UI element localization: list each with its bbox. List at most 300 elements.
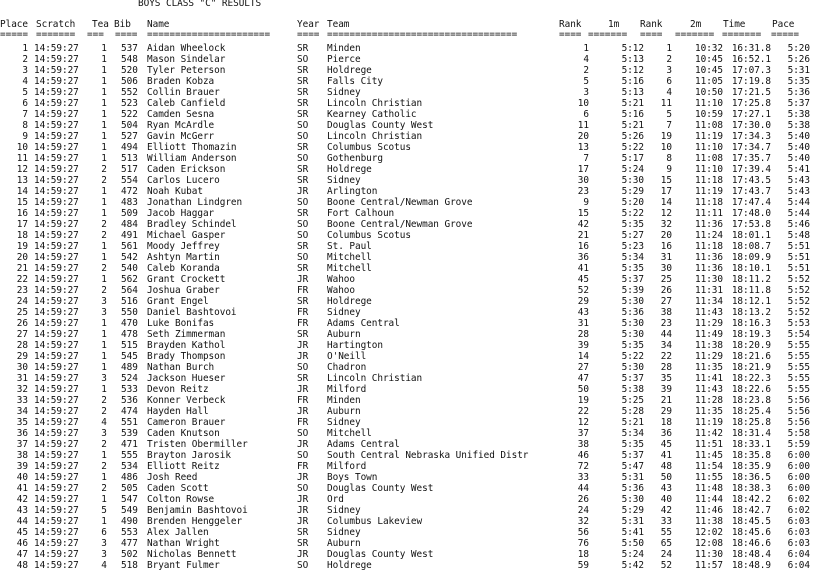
cell-runner-name: Caden Erickson <box>147 164 226 175</box>
cell-finish-time: 18:08.7 <box>731 241 771 252</box>
cell-split-2m: 11:18 <box>695 241 723 252</box>
cell-split-2m: 11:29 <box>695 318 723 329</box>
cell-team: Lincoln Christian <box>327 131 423 142</box>
cell-team: Wahoo <box>327 285 355 296</box>
cell-year: FR <box>297 395 309 406</box>
cell-year: SO <box>297 54 309 65</box>
cell-rank-1m: 39 <box>577 340 589 351</box>
cell-bib: 527 <box>121 131 138 142</box>
cell-team-position: 2 <box>101 175 107 186</box>
cell-year: SR <box>297 87 309 98</box>
cell-bib: 471 <box>121 439 138 450</box>
cell-team: Boys Town <box>327 472 378 483</box>
cell-rank-1m: 29 <box>577 296 589 307</box>
rule-pace: ===== <box>771 29 799 40</box>
cell-runner-name: Elliott Thomazin <box>147 142 237 153</box>
cell-rank-1m: 28 <box>577 329 589 340</box>
cell-team-position: 1 <box>101 241 107 252</box>
table-row <box>0 263 829 274</box>
cell-rank-2m: 6 <box>666 76 672 87</box>
cell-pace: 6:02 <box>787 494 810 505</box>
cell-rank-2m: 1 <box>666 43 672 54</box>
cell-split-2m: 11:46 <box>695 505 723 516</box>
cell-place: 48 <box>16 560 28 571</box>
cell-runner-name: William Anderson <box>147 153 237 164</box>
cell-team-position: 1 <box>101 384 107 395</box>
cell-bib: 533 <box>121 384 138 395</box>
cell-runner-name: Caleb Canfield <box>147 98 226 109</box>
cell-team: South Central Nebraska Unified Distr <box>327 450 529 461</box>
cell-team-position: 2 <box>101 230 107 241</box>
cell-rank-1m: 3 <box>583 87 589 98</box>
cell-rank-2m: 27 <box>660 296 672 307</box>
cell-finish-time: 18:25.4 <box>731 406 771 417</box>
cell-scratch-time: 14:59:27 <box>34 461 79 472</box>
cell-team-position: 1 <box>101 109 107 120</box>
cell-year: JR <box>297 494 309 505</box>
cell-pace: 6:00 <box>787 472 810 483</box>
cell-bib: 470 <box>121 318 138 329</box>
header-tea: Tea <box>92 19 109 30</box>
cell-place: 14 <box>16 186 28 197</box>
cell-place: 28 <box>16 340 28 351</box>
cell-pace: 5:51 <box>787 263 810 274</box>
cell-split-1m: 5:35 <box>621 219 644 230</box>
cell-rank-2m: 5 <box>666 109 672 120</box>
cell-team-position: 1 <box>101 472 107 483</box>
cell-rank-2m: 31 <box>660 252 672 263</box>
cell-place: 5 <box>22 87 28 98</box>
header-rank-2m: Rank <box>640 19 663 30</box>
cell-pace: 5:40 <box>787 131 810 142</box>
cell-place: 46 <box>16 538 28 549</box>
cell-rank-2m: 32 <box>660 219 672 230</box>
cell-rank-2m: 35 <box>660 373 672 384</box>
cell-pace: 6:00 <box>787 450 810 461</box>
cell-finish-time: 18:21.9 <box>731 362 771 373</box>
cell-year: JR <box>297 274 309 285</box>
cell-bib: 484 <box>121 219 138 230</box>
cell-rank-1m: 11 <box>577 120 589 131</box>
cell-finish-time: 18:11.2 <box>731 274 771 285</box>
table-row <box>0 560 829 571</box>
cell-rank-1m: 23 <box>577 186 589 197</box>
cell-runner-name: Mason Sindelar <box>147 54 226 65</box>
cell-year: SR <box>297 373 309 384</box>
cell-pace: 5:55 <box>787 362 810 373</box>
cell-year: FR <box>297 285 309 296</box>
cell-split-1m: 5:21 <box>621 120 644 131</box>
cell-runner-name: Bryant Fulmer <box>147 560 220 571</box>
cell-rank-2m: 50 <box>660 472 672 483</box>
cell-scratch-time: 14:59:27 <box>34 219 79 230</box>
cell-rank-1m: 50 <box>577 384 589 395</box>
cell-team: Sidney <box>327 87 361 98</box>
cell-place: 31 <box>16 373 28 384</box>
cell-team: Douglas County West <box>327 120 434 131</box>
cell-runner-name: Nathan Wright <box>147 538 220 549</box>
table-row <box>0 252 829 263</box>
cell-year: SR <box>297 98 309 109</box>
cell-scratch-time: 14:59:27 <box>34 307 79 318</box>
cell-scratch-time: 14:59:27 <box>34 549 79 560</box>
cell-place: 42 <box>16 494 28 505</box>
cell-scratch-time: 14:59:27 <box>34 109 79 120</box>
cell-finish-time: 18:12.1 <box>731 296 771 307</box>
rule-rank-1m: ==== <box>559 29 582 40</box>
table-row <box>0 384 829 395</box>
cell-rank-1m: 9 <box>583 197 589 208</box>
cell-place: 7 <box>22 109 28 120</box>
cell-finish-time: 18:19.3 <box>731 329 771 340</box>
cell-place: 17 <box>16 219 28 230</box>
cell-rank-2m: 7 <box>666 120 672 131</box>
header-time: Time <box>723 19 746 30</box>
cell-split-1m: 5:37 <box>621 373 644 384</box>
cell-runner-name: Jonathan Lindgren <box>147 197 243 208</box>
cell-year: JR <box>297 186 309 197</box>
cell-pace: 5:40 <box>787 153 810 164</box>
cell-year: FR <box>297 318 309 329</box>
cell-split-2m: 11:18 <box>695 197 723 208</box>
cell-scratch-time: 14:59:27 <box>34 362 79 373</box>
cell-place: 43 <box>16 505 28 516</box>
cell-runner-name: Jacob Haggar <box>147 208 215 219</box>
cell-split-1m: 5:24 <box>621 549 644 560</box>
cell-pace: 5:56 <box>787 417 810 428</box>
rule-rank-2m: ==== <box>640 29 663 40</box>
cell-year: SR <box>297 164 309 175</box>
rule-2m: ======= <box>675 29 715 40</box>
cell-pace: 5:51 <box>787 241 810 252</box>
cell-team-position: 6 <box>101 527 107 538</box>
cell-team: Columbus Lakeview <box>327 516 423 527</box>
cell-rank-1m: 6 <box>583 109 589 120</box>
cell-split-1m: 5:35 <box>621 340 644 351</box>
rule-tea: === <box>87 29 104 40</box>
cell-pace: 5:38 <box>787 109 810 120</box>
table-row <box>0 87 829 98</box>
cell-year: SO <box>297 252 309 263</box>
cell-finish-time: 18:33.1 <box>731 439 771 450</box>
cell-pace: 5:56 <box>787 395 810 406</box>
cell-scratch-time: 14:59:27 <box>34 87 79 98</box>
cell-split-1m: 5:12 <box>621 65 644 76</box>
cell-runner-name: Ashtyn Martin <box>147 252 220 263</box>
cell-year: SR <box>297 65 309 76</box>
cell-team-position: 1 <box>101 65 107 76</box>
cell-split-2m: 11:35 <box>695 362 723 373</box>
cell-split-1m: 5:35 <box>621 263 644 274</box>
cell-place: 45 <box>16 527 28 538</box>
cell-scratch-time: 14:59:27 <box>34 54 79 65</box>
cell-team: Gothenburg <box>327 153 383 164</box>
cell-pace: 5:48 <box>787 230 810 241</box>
cell-team: Adams Central <box>327 439 400 450</box>
cell-place: 22 <box>16 274 28 285</box>
cell-split-2m: 11:08 <box>695 153 723 164</box>
cell-finish-time: 18:31.4 <box>731 428 771 439</box>
cell-bib: 555 <box>121 450 138 461</box>
cell-split-1m: 5:27 <box>621 230 644 241</box>
cell-pace: 5:52 <box>787 307 810 318</box>
cell-rank-2m: 12 <box>660 208 672 219</box>
cell-scratch-time: 14:59:27 <box>34 120 79 131</box>
cell-place: 35 <box>16 417 28 428</box>
cell-rank-1m: 12 <box>577 417 589 428</box>
cell-split-2m: 11:51 <box>695 439 723 450</box>
cell-finish-time: 18:45.6 <box>731 527 771 538</box>
cell-team-position: 1 <box>101 153 107 164</box>
cell-finish-time: 18:13.2 <box>731 307 771 318</box>
cell-scratch-time: 14:59:27 <box>34 296 79 307</box>
cell-rank-2m: 36 <box>660 428 672 439</box>
header-pace: Pace <box>772 19 795 30</box>
cell-scratch-time: 14:59:27 <box>34 65 79 76</box>
cell-rank-1m: 72 <box>577 461 589 472</box>
cell-place: 32 <box>16 384 28 395</box>
cell-team: Auburn <box>327 329 361 340</box>
cell-split-2m: 11:18 <box>695 175 723 186</box>
cell-team-position: 2 <box>101 164 107 175</box>
cell-split-1m: 5:36 <box>621 483 644 494</box>
cell-bib: 518 <box>121 560 138 571</box>
cell-split-1m: 5:41 <box>621 527 644 538</box>
cell-rank-1m: 46 <box>577 450 589 461</box>
cell-rank-1m: 16 <box>577 241 589 252</box>
cell-rank-2m: 3 <box>666 65 672 76</box>
cell-team-position: 1 <box>101 362 107 373</box>
cell-split-1m: 5:30 <box>621 296 644 307</box>
cell-team-position: 1 <box>101 131 107 142</box>
header-scratch: Scratch <box>36 19 76 30</box>
cell-rank-2m: 33 <box>660 516 672 527</box>
cell-runner-name: Elliott Reitz <box>147 461 220 472</box>
cell-runner-name: Brayden Kathol <box>147 340 226 351</box>
cell-year: SR <box>297 527 309 538</box>
cell-split-2m: 11:42 <box>695 428 723 439</box>
cell-pace: 5:41 <box>787 164 810 175</box>
cell-split-2m: 11:29 <box>695 351 723 362</box>
cell-scratch-time: 14:59:27 <box>34 483 79 494</box>
cell-year: FR <box>297 417 309 428</box>
cell-place: 18 <box>16 230 28 241</box>
cell-team-position: 1 <box>101 318 107 329</box>
cell-place: 30 <box>16 362 28 373</box>
cell-bib: 545 <box>121 351 138 362</box>
rule-year: ==== <box>297 29 320 40</box>
table-row <box>0 175 829 186</box>
cell-rank-2m: 45 <box>660 439 672 450</box>
cell-scratch-time: 14:59:27 <box>34 98 79 109</box>
cell-bib: 472 <box>121 186 138 197</box>
cell-runner-name: Grant Crockett <box>147 274 226 285</box>
cell-split-2m: 11:48 <box>695 483 723 494</box>
cell-rank-1m: 2 <box>583 65 589 76</box>
cell-scratch-time: 14:59:27 <box>34 263 79 274</box>
cell-bib: 509 <box>121 208 138 219</box>
cell-rank-2m: 11 <box>660 98 672 109</box>
cell-year: SO <box>297 483 309 494</box>
cell-bib: 520 <box>121 65 138 76</box>
cell-scratch-time: 14:59:27 <box>34 142 79 153</box>
cell-place: 25 <box>16 307 28 318</box>
cell-split-2m: 10:50 <box>695 87 723 98</box>
cell-place: 34 <box>16 406 28 417</box>
cell-year: SR <box>297 208 309 219</box>
cell-pace: 6:04 <box>787 560 810 571</box>
table-row <box>0 549 829 560</box>
cell-finish-time: 17:34.3 <box>731 131 771 142</box>
cell-runner-name: Grant Engel <box>147 296 209 307</box>
cell-pace: 5:44 <box>787 208 810 219</box>
cell-split-2m: 11:34 <box>695 296 723 307</box>
cell-split-2m: 11:43 <box>695 384 723 395</box>
cell-place: 23 <box>16 285 28 296</box>
cell-scratch-time: 14:59:27 <box>34 560 79 571</box>
cell-rank-2m: 20 <box>660 230 672 241</box>
cell-rank-2m: 2 <box>666 54 672 65</box>
cell-pace: 5:56 <box>787 406 810 417</box>
cell-bib: 561 <box>121 241 138 252</box>
header-name: Name <box>147 19 170 30</box>
cell-split-2m: 11:55 <box>695 472 723 483</box>
rule-place: ===== <box>0 29 28 40</box>
cell-split-1m: 5:34 <box>621 428 644 439</box>
cell-team: Auburn <box>327 406 361 417</box>
cell-bib: 516 <box>121 296 138 307</box>
cell-team-position: 2 <box>101 439 107 450</box>
cell-finish-time: 18:21.6 <box>731 351 771 362</box>
cell-year: SO <box>297 219 309 230</box>
cell-place: 12 <box>16 164 28 175</box>
cell-team-position: 1 <box>101 340 107 351</box>
cell-rank-2m: 15 <box>660 175 672 186</box>
cell-year: JR <box>297 549 309 560</box>
cell-runner-name: Carlos Lucero <box>147 175 220 186</box>
cell-team: Arlington <box>327 186 378 197</box>
table-row <box>0 120 829 131</box>
cell-rank-1m: 33 <box>577 472 589 483</box>
cell-team-position: 3 <box>101 296 107 307</box>
cell-place: 29 <box>16 351 28 362</box>
cell-finish-time: 17:19.8 <box>731 76 771 87</box>
table-row <box>0 285 829 296</box>
cell-team: Mitchell <box>327 263 372 274</box>
cell-place: 44 <box>16 516 28 527</box>
table-row <box>0 65 829 76</box>
cell-runner-name: Cameron Brauer <box>147 417 226 428</box>
cell-team-position: 2 <box>101 483 107 494</box>
cell-bib: 562 <box>121 274 138 285</box>
header-year: Year <box>297 19 320 30</box>
cell-scratch-time: 14:59:27 <box>34 450 79 461</box>
table-row <box>0 351 829 362</box>
cell-finish-time: 17:35.7 <box>731 153 771 164</box>
cell-split-1m: 5:20 <box>621 197 644 208</box>
cell-split-1m: 5:34 <box>621 252 644 263</box>
cell-split-1m: 5:26 <box>621 131 644 142</box>
cell-pace: 5:58 <box>787 428 810 439</box>
cell-split-2m: 11:38 <box>695 516 723 527</box>
header-bib: Bib <box>114 19 131 30</box>
cell-split-2m: 10:59 <box>695 109 723 120</box>
cell-runner-name: Brenden Henggeler <box>147 516 243 527</box>
cell-team: Auburn <box>327 538 361 549</box>
cell-place: 1 <box>22 43 28 54</box>
table-row <box>0 417 829 428</box>
table-row <box>0 208 829 219</box>
cell-scratch-time: 14:59:27 <box>34 527 79 538</box>
cell-split-1m: 5:22 <box>621 351 644 362</box>
cell-runner-name: Joshua Graber <box>147 285 220 296</box>
cell-runner-name: Nicholas Bennett <box>147 549 237 560</box>
cell-split-2m: 11:30 <box>695 549 723 560</box>
cell-runner-name: Brady Thompson <box>147 351 226 362</box>
cell-split-2m: 11:28 <box>695 395 723 406</box>
cell-split-1m: 5:39 <box>621 285 644 296</box>
cell-rank-2m: 24 <box>660 549 672 560</box>
cell-team: Falls City <box>327 76 383 87</box>
cell-split-2m: 11:11 <box>695 208 723 219</box>
cell-bib: 542 <box>121 252 138 263</box>
cell-split-2m: 11:30 <box>695 274 723 285</box>
table-row <box>0 505 829 516</box>
cell-pace: 5:55 <box>787 351 810 362</box>
table-row <box>0 439 829 450</box>
cell-runner-name: Devon Reitz <box>147 384 209 395</box>
table-row <box>0 527 829 538</box>
table-row <box>0 164 829 175</box>
table-row <box>0 428 829 439</box>
cell-rank-1m: 31 <box>577 318 589 329</box>
cell-rank-2m: 9 <box>666 164 672 175</box>
table-row <box>0 142 829 153</box>
cell-scratch-time: 14:59:27 <box>34 318 79 329</box>
cell-split-2m: 11:41 <box>695 373 723 384</box>
cell-bib: 537 <box>121 43 138 54</box>
table-row <box>0 43 829 54</box>
cell-team: Boone Central/Newman Grove <box>327 219 473 230</box>
cell-year: JR <box>297 406 309 417</box>
cell-split-1m: 5:31 <box>621 516 644 527</box>
cell-scratch-time: 14:59:27 <box>34 373 79 384</box>
cell-finish-time: 18:10.1 <box>731 263 771 274</box>
table-row <box>0 483 829 494</box>
cell-team-position: 1 <box>101 142 107 153</box>
cell-rank-1m: 5 <box>583 76 589 87</box>
header-1m: 1m <box>608 19 620 30</box>
cell-bib: 553 <box>121 527 138 538</box>
cell-rank-1m: 10 <box>577 98 589 109</box>
cell-pace: 6:02 <box>787 505 810 516</box>
cell-split-2m: 11:05 <box>695 76 723 87</box>
cell-team: Fort Calhoun <box>327 208 395 219</box>
cell-rank-1m: 30 <box>577 175 589 186</box>
cell-rank-2m: 14 <box>660 197 672 208</box>
cell-rank-1m: 41 <box>577 263 589 274</box>
cell-split-2m: 11:24 <box>695 230 723 241</box>
cell-finish-time: 17:21.5 <box>731 87 771 98</box>
cell-rank-1m: 37 <box>577 428 589 439</box>
cell-team-position: 1 <box>101 43 107 54</box>
cell-runner-name: Camden Sesna <box>147 109 215 120</box>
cell-team: Holdrege <box>327 164 372 175</box>
cell-team-position: 1 <box>101 252 107 263</box>
cell-finish-time: 18:38.3 <box>731 483 771 494</box>
cell-place: 39 <box>16 461 28 472</box>
cell-runner-name: Bradley Schindel <box>147 219 237 230</box>
